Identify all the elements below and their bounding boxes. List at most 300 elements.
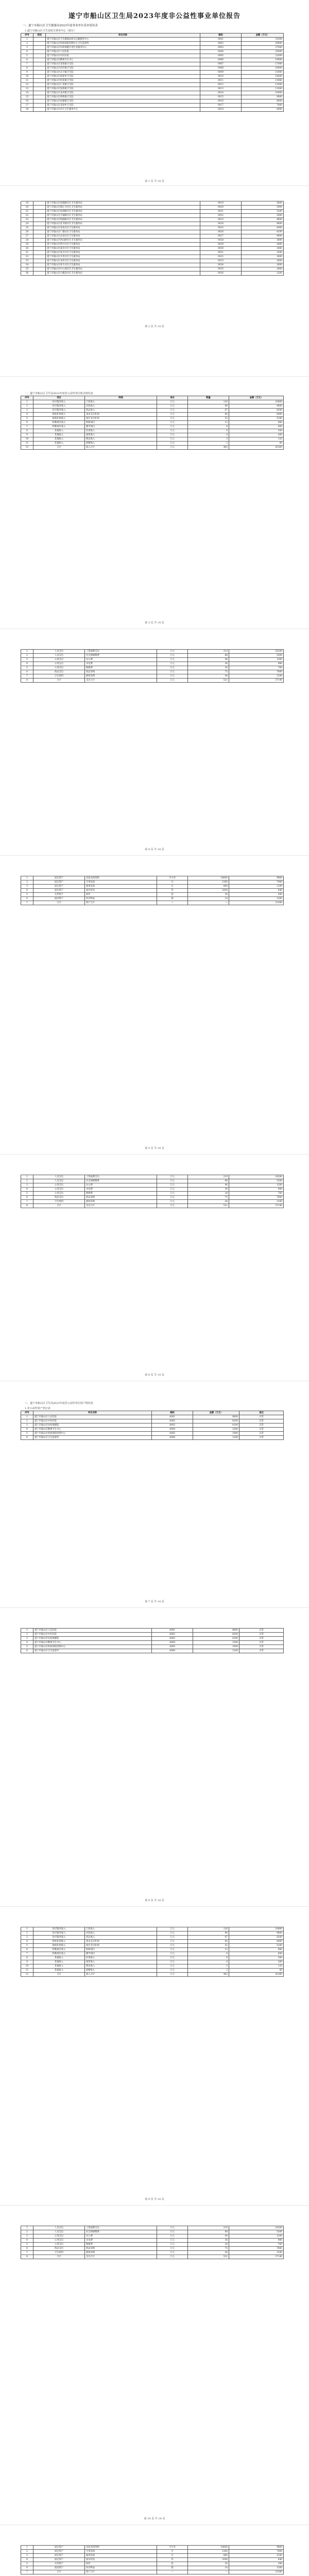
cell-type bbox=[33, 255, 46, 259]
cell-amt: 5100 bbox=[229, 1944, 284, 1948]
cell-unit-name: 遂宁市船山区石溪浩社区卫生服务站 bbox=[46, 272, 200, 276]
cell-code: A005 bbox=[152, 1432, 193, 1436]
table-row bbox=[21, 2546, 284, 2550]
register-table bbox=[21, 1411, 284, 1440]
cell-cat: 药品支出 bbox=[33, 2247, 85, 2251]
cell-cat: 固定资产 bbox=[33, 2554, 85, 2558]
cell-unit: 万元 bbox=[157, 658, 188, 662]
cell-cat: 合计 bbox=[33, 2570, 85, 2574]
cell-item: 工资福利支出 bbox=[85, 2226, 157, 2230]
cell-item: 住院收入 bbox=[85, 1931, 157, 1936]
page-number: 第 8 页 共 14 页 bbox=[145, 1899, 164, 1902]
table-row bbox=[21, 58, 284, 62]
table-row bbox=[21, 1940, 284, 1944]
cell-cnt: 860 bbox=[188, 885, 229, 889]
cell-unit-name: 遂宁市船山区仁里镇卫生院 bbox=[46, 83, 200, 87]
cell-unit: 万元 bbox=[157, 1960, 188, 1964]
cell-amount: 3400 bbox=[242, 247, 284, 251]
cell-code: A004 bbox=[152, 1428, 193, 1432]
cell-code: 0025 bbox=[200, 226, 242, 230]
cell-idx: 13 bbox=[21, 87, 33, 91]
cell-cat: 公用支出 bbox=[33, 1188, 85, 1192]
table-row bbox=[21, 201, 284, 206]
cell-code: 0028 bbox=[200, 239, 242, 243]
cell-code: 0010 bbox=[200, 75, 242, 79]
cell-n: 6 bbox=[21, 897, 33, 901]
cell-amt: 1200 bbox=[229, 658, 284, 662]
cell-amt: 37140 bbox=[229, 679, 284, 683]
cell-type bbox=[33, 263, 46, 267]
cell-idx: 18 bbox=[21, 108, 33, 112]
cell-amt: 9600 bbox=[229, 404, 284, 409]
cell-cnt: 88 bbox=[188, 1179, 229, 1183]
cell-type bbox=[33, 230, 46, 234]
cell-item: 药品收入 bbox=[85, 1936, 157, 1940]
cell-amt: 760 bbox=[229, 666, 284, 670]
cell-item: 专用设备 bbox=[85, 2550, 157, 2554]
cell-amount: 4800 bbox=[242, 218, 284, 222]
cell-remark: 正常 bbox=[239, 1649, 284, 1653]
cell-cat: 科教项目收入 bbox=[33, 1948, 85, 1952]
cell-cat: 卫生材料 bbox=[33, 2251, 85, 2255]
cell-amt: 6200 bbox=[193, 1419, 239, 1423]
cell-n: 1 bbox=[21, 1175, 33, 1179]
cell-cat: 固定资产 bbox=[33, 2546, 85, 2550]
cell-amt: 5100 bbox=[229, 417, 284, 421]
cell-cnt: 6 bbox=[188, 429, 229, 433]
cell-unit-name: 遂宁市船山区龙凤镇卫生院 bbox=[46, 91, 200, 95]
cell-cnt: 126 bbox=[188, 400, 229, 404]
table-row bbox=[21, 206, 284, 210]
cell-unit: 万元 bbox=[157, 409, 188, 413]
cell-remark: 正常 bbox=[239, 1637, 284, 1641]
cell-item: 社会保障缴费 bbox=[85, 1179, 157, 1183]
cell-n: 5 bbox=[21, 666, 33, 670]
table-row bbox=[21, 2234, 284, 2239]
cell-amt: 7600 bbox=[229, 1196, 284, 1200]
table-row bbox=[21, 104, 284, 108]
cell-amt: 9800 bbox=[229, 876, 284, 880]
cell-cnt: 75 bbox=[188, 670, 229, 674]
table-row bbox=[21, 670, 284, 674]
cell-type bbox=[33, 239, 46, 243]
cell-cat: 公用支出 bbox=[33, 2234, 85, 2239]
cell-unit: 万元 bbox=[157, 404, 188, 409]
cell-idx: 10 bbox=[21, 75, 33, 79]
cell-n: 3 bbox=[21, 885, 33, 889]
cell-item: 项目支出补助 bbox=[85, 1944, 157, 1948]
table-row bbox=[21, 1175, 284, 1179]
units-table-b bbox=[21, 201, 284, 276]
cell-unit: 万元 bbox=[157, 425, 188, 429]
cell-cnt: 12 bbox=[188, 421, 229, 425]
cell-unit: 万元 bbox=[157, 446, 188, 450]
cell-idx: 23 bbox=[21, 218, 33, 222]
cell-n: 2 bbox=[21, 1931, 33, 1936]
cell-amt: 380 bbox=[229, 893, 284, 897]
cell-amount: 4600 bbox=[242, 222, 284, 226]
cell-cat: 流动资产 bbox=[33, 897, 85, 901]
cell-name: 遂宁市船山区精神卫生中心 bbox=[33, 1428, 152, 1432]
cell-cnt: 521 bbox=[188, 2255, 229, 2259]
table-row bbox=[21, 429, 284, 433]
cell-cnt: 88 bbox=[188, 654, 229, 658]
cell-unit-name: 遂宁市船山区镇江寺社区卫生服务站 bbox=[46, 206, 200, 210]
cell-item: 支出合计 bbox=[85, 679, 157, 683]
cell-idx: 22 bbox=[21, 214, 33, 218]
cell-amount: 3600 bbox=[242, 243, 284, 247]
table-row bbox=[21, 897, 284, 901]
cell-cnt: 126 bbox=[188, 1927, 229, 1931]
cell-n: 7 bbox=[21, 674, 33, 679]
cell-name: 遂宁市船山区中医医院 bbox=[33, 1419, 152, 1423]
table-row bbox=[21, 1649, 284, 1653]
page-number: 第 1 页 共 14 页 bbox=[145, 180, 164, 183]
cell-unit-name: 遂宁市船山区中医医院 bbox=[46, 54, 200, 58]
table-row bbox=[21, 108, 284, 112]
cell-cnt: 98 bbox=[188, 1931, 229, 1936]
cell-cnt: 87 bbox=[188, 1936, 229, 1940]
cell-cat: 合计 bbox=[33, 1973, 85, 1977]
cell-amt: 7600 bbox=[229, 2247, 284, 2251]
cell-amt: 7400 bbox=[229, 2550, 284, 2554]
cell-n: 4 bbox=[21, 413, 33, 417]
cell-unit: 万元 bbox=[157, 650, 188, 654]
cell-type bbox=[33, 214, 46, 218]
cell-idx: 7 bbox=[21, 62, 33, 66]
page-4 bbox=[0, 639, 309, 856]
cell-unit: 万元 bbox=[157, 429, 188, 433]
cell-amt: 7400 bbox=[229, 880, 284, 885]
cell-n: 8 bbox=[21, 429, 33, 433]
cell-n: 8 bbox=[21, 679, 33, 683]
table-row bbox=[21, 255, 284, 259]
table-row bbox=[21, 409, 284, 413]
cell-amt: 3100 bbox=[229, 1200, 284, 1204]
cell-cnt: 52 bbox=[188, 417, 229, 421]
table-row bbox=[21, 442, 284, 446]
cell-idx: 8 bbox=[21, 66, 33, 71]
cell-code: A002 bbox=[152, 1633, 193, 1637]
table-row bbox=[21, 226, 284, 230]
cell-item: 租赁收入 bbox=[85, 1960, 157, 1964]
cell-cnt: 40 bbox=[188, 658, 229, 662]
table-row bbox=[21, 1973, 284, 1977]
cell-cnt: 4 bbox=[188, 433, 229, 437]
header-item: 明细 bbox=[85, 396, 157, 400]
cell-name: 遂宁市船山区妇幼保健院 bbox=[33, 1637, 152, 1641]
cell-unit: 万元 bbox=[157, 666, 188, 670]
cell-idx: 32 bbox=[21, 255, 33, 259]
cell-n: 4 bbox=[21, 2239, 33, 2243]
cell-cnt: 8 bbox=[188, 1952, 229, 1956]
cell-n: 8 bbox=[21, 2255, 33, 2259]
cell-code: 0030 bbox=[200, 247, 242, 251]
cell-type bbox=[33, 91, 46, 95]
cell-unit: 万元 bbox=[157, 1952, 188, 1956]
cell-amt: 18200 bbox=[229, 650, 284, 654]
cell-amount: 3000 bbox=[242, 255, 284, 259]
table-row bbox=[21, 210, 284, 214]
cell-amount: 31000 bbox=[242, 38, 284, 42]
cell-name: 遂宁市船山区中医医院 bbox=[33, 1633, 152, 1637]
cell-item: 药品采购 bbox=[85, 2247, 157, 2251]
cell-cat: 固定资产 bbox=[33, 889, 85, 893]
cell-amt: 21580 bbox=[229, 2570, 284, 2574]
cell-n: 3 bbox=[21, 1637, 33, 1641]
table-row bbox=[21, 2226, 284, 2230]
table-row bbox=[21, 62, 284, 66]
cell-idx: 11 bbox=[21, 79, 33, 83]
cell-item: 房屋及构筑物 bbox=[85, 2546, 157, 2550]
cell-cat: 其他收入 bbox=[33, 1969, 85, 1973]
cell-unit-name: 遂宁市船山区育才路社区卫生服务站 bbox=[46, 222, 200, 226]
cell-amt: 6400 bbox=[229, 413, 284, 417]
cell-unit: 万元 bbox=[157, 417, 188, 421]
cell-amt: 260 bbox=[229, 433, 284, 437]
cell-cnt: 52 bbox=[188, 1944, 229, 1948]
cell-cnt: 88 bbox=[188, 2230, 229, 2234]
page-number: 第 10 页 共 14 页 bbox=[144, 2517, 165, 2520]
cell-amt: 37140 bbox=[229, 1204, 284, 1208]
cell-unit: 万元 bbox=[157, 1940, 188, 1944]
cell-amt: 1900 bbox=[193, 1645, 239, 1649]
cell-n: 4 bbox=[21, 889, 33, 893]
cell-n: 7 bbox=[21, 425, 33, 429]
cell-n: 6 bbox=[21, 1196, 33, 1200]
cell-cnt: 210 bbox=[188, 2226, 229, 2230]
cell-idx: 30 bbox=[21, 247, 33, 251]
cell-amt: 8600 bbox=[193, 1629, 239, 1633]
cell-item: 专用设备 bbox=[85, 880, 157, 885]
cell-n: 7 bbox=[21, 2570, 33, 2574]
cell-amt: 120 bbox=[229, 1964, 284, 1969]
cell-unit-name: 遂宁市船山区龙坪社区卫生服务站 bbox=[46, 259, 200, 263]
table-row bbox=[21, 404, 284, 409]
cell-unit-name: 遂宁市船山区富源路社区卫生服务站 bbox=[46, 201, 200, 206]
cell-amt: 600 bbox=[229, 425, 284, 429]
cell-unit-name: 遂宁市船山区犀牛社区卫生服务站 bbox=[46, 263, 200, 267]
cell-cat: 公用支出 bbox=[33, 2243, 85, 2247]
cell-type bbox=[33, 54, 46, 58]
cell-idx: 26 bbox=[21, 230, 33, 234]
header-type: 类别 bbox=[33, 33, 46, 38]
table-row bbox=[21, 1196, 284, 1200]
table-row bbox=[21, 654, 284, 658]
cell-cnt: 36 bbox=[188, 662, 229, 666]
cell-n: 4 bbox=[21, 1188, 33, 1192]
cell-amt: 1200 bbox=[229, 2234, 284, 2239]
cell-n: 5 bbox=[21, 1192, 33, 1196]
cell-unit-name: 遂宁市船山区西山路社区卫生服务站 bbox=[46, 239, 200, 243]
table-row bbox=[21, 421, 284, 425]
table-row bbox=[21, 230, 284, 234]
cell-code: 0006 bbox=[200, 58, 242, 62]
header-unit-name: 单位名称 bbox=[33, 1411, 152, 1415]
table-row bbox=[21, 267, 284, 272]
table-row bbox=[21, 1960, 284, 1964]
cell-amount: 16000 bbox=[242, 66, 284, 71]
cell-code: 0005 bbox=[200, 54, 242, 58]
table-row bbox=[21, 2566, 284, 2570]
cell-cat: 公用支出 bbox=[33, 666, 85, 670]
cell-n: 2 bbox=[21, 404, 33, 409]
table-row bbox=[21, 1432, 284, 1436]
table-row bbox=[21, 2239, 284, 2243]
table-row bbox=[21, 1633, 284, 1637]
cell-n: 1 bbox=[21, 650, 33, 654]
cell-cnt: 462 bbox=[188, 446, 229, 450]
cell-n: 3 bbox=[21, 1183, 33, 1188]
cell-amt: 8200 bbox=[229, 409, 284, 413]
cell-item: 办公费 bbox=[85, 1183, 157, 1188]
cell-item: 工资福利支出 bbox=[85, 650, 157, 654]
cell-unit: 万元 bbox=[157, 1964, 188, 1969]
cell-n: 7 bbox=[21, 1200, 33, 1204]
cell-cnt: — bbox=[188, 2570, 229, 2574]
table-row bbox=[21, 433, 284, 437]
cell-cat: 财政补助收入 bbox=[33, 413, 85, 417]
table-row bbox=[21, 1179, 284, 1183]
cell-code: 0022 bbox=[200, 214, 242, 218]
table-row bbox=[21, 2570, 284, 2574]
cell-amount: 5200 bbox=[242, 210, 284, 214]
table-row bbox=[21, 417, 284, 421]
cell-unit-name: 遂宁市船山区精神卫生中心 bbox=[46, 58, 200, 62]
table-row bbox=[21, 1423, 284, 1428]
cell-code: 0007 bbox=[200, 62, 242, 66]
cell-unit-name: 遂宁市船山区开善社区卫生服务站 bbox=[46, 255, 200, 259]
page-number: 第 7 页 共 14 页 bbox=[145, 1600, 164, 1603]
cell-type bbox=[33, 71, 46, 75]
cell-cat: 无形资产 bbox=[33, 2562, 85, 2566]
document-subtitle: 一、遂宁市船山区卫生健康局2023年度事业单位基本情况表 bbox=[23, 24, 98, 27]
cell-code: A005 bbox=[152, 1645, 193, 1649]
cell-amt: 2100 bbox=[229, 2554, 284, 2558]
cell-n: 5 bbox=[21, 417, 33, 421]
cell-type bbox=[33, 75, 46, 79]
cell-unit: 万元 bbox=[157, 1948, 188, 1952]
page-3 bbox=[0, 381, 309, 629]
cell-cat: 固定资产 bbox=[33, 2558, 85, 2562]
cell-code: 0011 bbox=[200, 79, 242, 83]
cell-cat: 医疗服务收入 bbox=[33, 404, 85, 409]
cell-unit: 万元 bbox=[157, 1944, 188, 1948]
table-row bbox=[21, 2243, 284, 2247]
cell-cat: 合计 bbox=[33, 679, 85, 683]
cell-amt: 10800 bbox=[229, 1927, 284, 1931]
cell-cat: 人员支出 bbox=[33, 654, 85, 658]
cell-unit: 万元 bbox=[157, 1936, 188, 1940]
cell-type bbox=[33, 38, 46, 42]
cell-unit: 件 bbox=[157, 889, 188, 893]
cell-unit: 万元 bbox=[157, 2247, 188, 2251]
table-row bbox=[21, 901, 284, 905]
cell-idx: 2 bbox=[21, 42, 33, 46]
cell-n: 4 bbox=[21, 1940, 33, 1944]
asset-table bbox=[21, 876, 284, 905]
cell-unit-name: 遂宁市船山区明月社区卫生服务站 bbox=[46, 243, 200, 247]
cell-n: 2 bbox=[21, 1179, 33, 1183]
cell-idx: 3 bbox=[21, 46, 33, 50]
cell-cat: 其他收入 bbox=[33, 1960, 85, 1964]
cell-unit-name: 遂宁市船山区北固乡卫生院 bbox=[46, 104, 200, 108]
cell-unit: 万元 bbox=[157, 1927, 188, 1931]
cell-unit-name: 遂宁市船山区新桥镇卫生院 bbox=[46, 95, 200, 99]
cell-code: 0036 bbox=[200, 272, 242, 276]
cell-item: 通用设备 bbox=[85, 885, 157, 889]
cell-code: 0019 bbox=[200, 201, 242, 206]
cell-code: A006 bbox=[152, 1649, 193, 1653]
section-heading: 三、遂宁市船山区卫生局2023年度非公益性单位资产情况表 bbox=[25, 1402, 93, 1405]
cell-cnt: 14 bbox=[188, 897, 229, 901]
table-header-row bbox=[21, 396, 284, 400]
cell-cat: 财政补助收入 bbox=[33, 417, 85, 421]
cell-n: 2 bbox=[21, 654, 33, 658]
cell-amt: 3100 bbox=[229, 2251, 284, 2255]
cell-amount: 5400 bbox=[242, 206, 284, 210]
cell-item: 教学项目 bbox=[85, 1952, 157, 1956]
cell-remark: 正常 bbox=[239, 1641, 284, 1645]
cell-code: 0016 bbox=[200, 99, 242, 104]
page-number: 第 6 页 共 14 页 bbox=[145, 1374, 164, 1377]
table-row bbox=[21, 75, 284, 79]
cell-amt: 600 bbox=[229, 1952, 284, 1956]
cell-type bbox=[33, 50, 46, 54]
cell-unit: — bbox=[157, 2570, 188, 2574]
header-amount: 金额（万元） bbox=[242, 33, 284, 38]
cell-code: 0035 bbox=[200, 267, 242, 272]
cell-unit: 万元 bbox=[157, 2230, 188, 2234]
cell-idx: 20 bbox=[21, 206, 33, 210]
cell-amount: 13000 bbox=[242, 79, 284, 83]
cell-unit: 万元 bbox=[157, 1204, 188, 1208]
cell-n: 3 bbox=[21, 2554, 33, 2558]
income-table bbox=[21, 396, 284, 450]
cell-type bbox=[33, 95, 46, 99]
cell-item: 办公费 bbox=[85, 2234, 157, 2239]
page-number: 第 5 页 共 14 页 bbox=[145, 1147, 164, 1150]
cell-unit: 万元 bbox=[157, 1969, 188, 1973]
cell-n: 4 bbox=[21, 662, 33, 666]
cell-amount: 2800 bbox=[242, 259, 284, 263]
cell-amt: 6400 bbox=[229, 1940, 284, 1944]
table-header-row bbox=[21, 33, 284, 38]
header-idx: 序号 bbox=[21, 1411, 33, 1415]
cell-cnt: 521 bbox=[188, 1204, 229, 1208]
cell-unit: 万元 bbox=[157, 674, 188, 679]
cell-item: 药品收入 bbox=[85, 409, 157, 413]
cell-cat: 医疗服务收入 bbox=[33, 1931, 85, 1936]
cell-n: 3 bbox=[21, 1936, 33, 1940]
cell-unit-name: 遂宁市船山区复桥镇卫生院 bbox=[46, 87, 200, 91]
cell-cat: 财政补助收入 bbox=[33, 1940, 85, 1944]
cell-unit-name: 遂宁市船山区凯旋路社区卫生服务站 bbox=[46, 218, 200, 222]
table-row bbox=[21, 46, 284, 50]
cell-cat: 药品支出 bbox=[33, 670, 85, 674]
cell-item: 维修费 bbox=[85, 1192, 157, 1196]
cell-amount: 4400 bbox=[242, 226, 284, 230]
cell-item: 耗材采购 bbox=[85, 1200, 157, 1204]
table-row bbox=[21, 234, 284, 239]
cell-unit-name: 遂宁市船山区桂花镇卫生院 bbox=[46, 79, 200, 83]
cell-item: 家具用具 bbox=[85, 2558, 157, 2562]
table-row bbox=[21, 50, 284, 54]
table-row bbox=[21, 889, 284, 893]
cell-unit-name: 遂宁市船山区唐家乡卫生院 bbox=[46, 75, 200, 79]
cell-idx: 16 bbox=[21, 99, 33, 104]
cell-n: 6 bbox=[21, 1436, 33, 1440]
